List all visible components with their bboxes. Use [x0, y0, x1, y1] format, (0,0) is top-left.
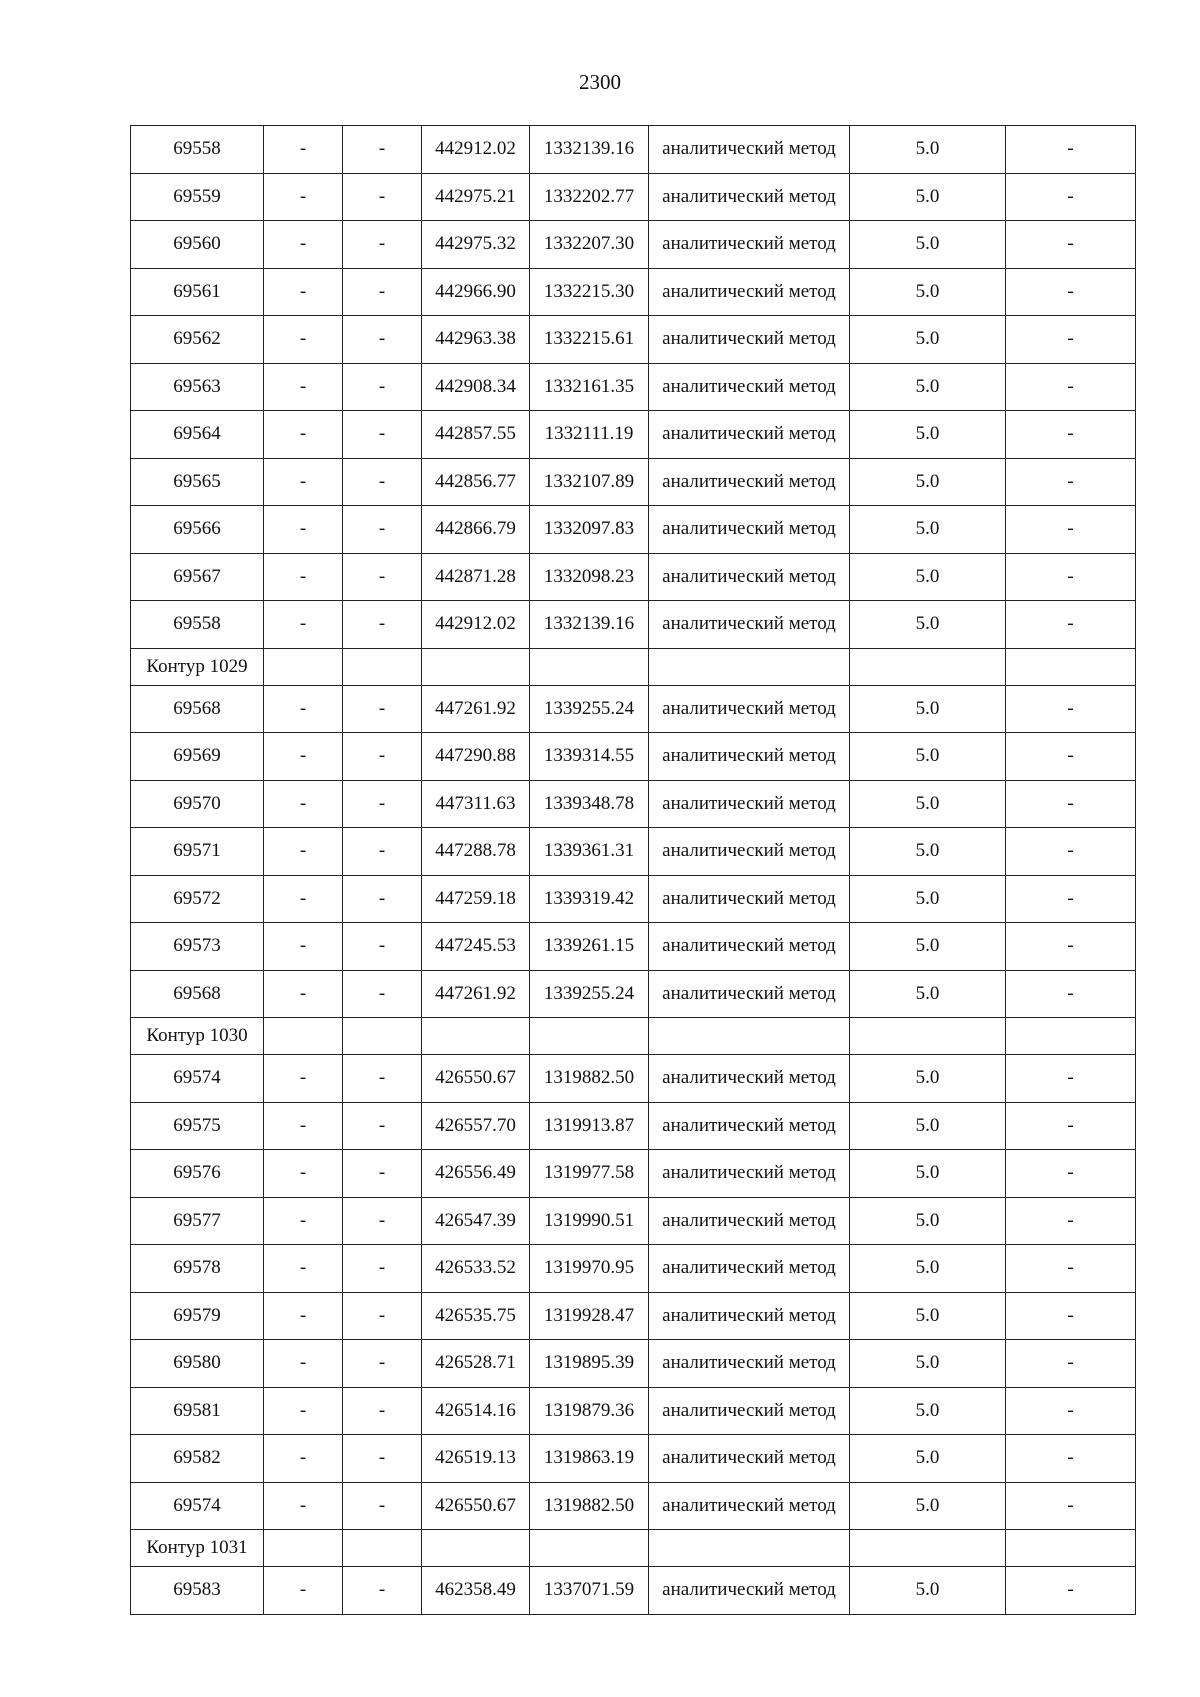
y-coordinate-cell: 1332098.23	[530, 553, 649, 601]
x-coordinate-cell: 447311.63	[422, 780, 530, 828]
empty-cell	[264, 648, 343, 685]
dash-cell: -	[1006, 601, 1136, 649]
dash-cell: -	[343, 1150, 422, 1198]
point-id-cell: 69567	[131, 553, 264, 601]
dash-cell: -	[343, 1340, 422, 1388]
y-coordinate-cell: 1319882.50	[530, 1055, 649, 1103]
accuracy-cell: 5.0	[850, 1340, 1006, 1388]
y-coordinate-cell: 1319990.51	[530, 1197, 649, 1245]
x-coordinate-cell: 447245.53	[422, 923, 530, 971]
dash-cell: -	[264, 875, 343, 923]
accuracy-cell: 5.0	[850, 126, 1006, 174]
method-cell: аналитический метод	[649, 1150, 850, 1198]
dash-cell: -	[1006, 780, 1136, 828]
x-coordinate-cell: 442963.38	[422, 316, 530, 364]
y-coordinate-cell: 1319970.95	[530, 1245, 649, 1293]
x-coordinate-cell: 426533.52	[422, 1245, 530, 1293]
y-coordinate-cell: 1319882.50	[530, 1482, 649, 1530]
dash-cell: -	[264, 221, 343, 269]
dash-cell: -	[343, 685, 422, 733]
dash-cell: -	[343, 970, 422, 1018]
x-coordinate-cell: 442975.32	[422, 221, 530, 269]
dash-cell: -	[343, 1102, 422, 1150]
point-id-cell: 69563	[131, 363, 264, 411]
x-coordinate-cell: 462358.49	[422, 1567, 530, 1615]
method-cell: аналитический метод	[649, 1055, 850, 1103]
dash-cell: -	[264, 1567, 343, 1615]
y-coordinate-cell: 1339348.78	[530, 780, 649, 828]
point-id-cell: 69580	[131, 1340, 264, 1388]
table-row	[131, 411, 1136, 459]
accuracy-cell: 5.0	[850, 1055, 1006, 1103]
method-cell: аналитический метод	[649, 1482, 850, 1530]
x-coordinate-cell: 426528.71	[422, 1340, 530, 1388]
dash-cell: -	[264, 1197, 343, 1245]
dash-cell: -	[1006, 970, 1136, 1018]
method-cell: аналитический метод	[649, 506, 850, 554]
x-coordinate-cell: 442866.79	[422, 506, 530, 554]
dash-cell: -	[264, 458, 343, 506]
table-row	[131, 1292, 1136, 1340]
empty-cell	[649, 1530, 850, 1567]
y-coordinate-cell: 1319977.58	[530, 1150, 649, 1198]
dash-cell: -	[343, 363, 422, 411]
dash-cell: -	[343, 1292, 422, 1340]
empty-cell	[850, 648, 1006, 685]
dash-cell: -	[343, 875, 422, 923]
dash-cell: -	[264, 1435, 343, 1483]
method-cell: аналитический метод	[649, 411, 850, 459]
dash-cell: -	[1006, 553, 1136, 601]
accuracy-cell: 5.0	[850, 1435, 1006, 1483]
contour-label: Контур 1029	[131, 648, 264, 685]
dash-cell: -	[343, 173, 422, 221]
method-cell: аналитический метод	[649, 1340, 850, 1388]
point-id-cell: 69568	[131, 970, 264, 1018]
x-coordinate-cell: 442966.90	[422, 268, 530, 316]
x-coordinate-cell: 426514.16	[422, 1387, 530, 1435]
y-coordinate-cell: 1337071.59	[530, 1567, 649, 1615]
point-id-cell: 69573	[131, 923, 264, 971]
method-cell: аналитический метод	[649, 1197, 850, 1245]
dash-cell: -	[343, 733, 422, 781]
y-coordinate-cell: 1332207.30	[530, 221, 649, 269]
x-coordinate-cell: 442871.28	[422, 553, 530, 601]
method-cell: аналитический метод	[649, 1435, 850, 1483]
accuracy-cell: 5.0	[850, 1567, 1006, 1615]
dash-cell: -	[1006, 733, 1136, 781]
dash-cell: -	[264, 506, 343, 554]
dash-cell: -	[264, 268, 343, 316]
method-cell: аналитический метод	[649, 458, 850, 506]
accuracy-cell: 5.0	[850, 923, 1006, 971]
table-row	[131, 733, 1136, 781]
dash-cell: -	[1006, 1567, 1136, 1615]
table-row	[131, 268, 1136, 316]
y-coordinate-cell: 1332161.35	[530, 363, 649, 411]
y-coordinate-cell: 1332097.83	[530, 506, 649, 554]
y-coordinate-cell: 1319913.87	[530, 1102, 649, 1150]
dash-cell: -	[1006, 1197, 1136, 1245]
point-id-cell: 69578	[131, 1245, 264, 1293]
x-coordinate-cell: 447261.92	[422, 685, 530, 733]
dash-cell: -	[264, 173, 343, 221]
method-cell: аналитический метод	[649, 173, 850, 221]
dash-cell: -	[343, 458, 422, 506]
contour-header-row	[131, 1018, 1136, 1055]
point-id-cell: 69576	[131, 1150, 264, 1198]
dash-cell: -	[1006, 506, 1136, 554]
table-row	[131, 553, 1136, 601]
x-coordinate-cell: 447261.92	[422, 970, 530, 1018]
dash-cell: -	[1006, 923, 1136, 971]
point-id-cell: 69565	[131, 458, 264, 506]
point-id-cell: 69574	[131, 1055, 264, 1103]
x-coordinate-cell: 447259.18	[422, 875, 530, 923]
y-coordinate-cell: 1339361.31	[530, 828, 649, 876]
method-cell: аналитический метод	[649, 1292, 850, 1340]
page-number: 2300	[579, 70, 621, 94]
accuracy-cell: 5.0	[850, 268, 1006, 316]
x-coordinate-cell: 426556.49	[422, 1150, 530, 1198]
y-coordinate-cell: 1332107.89	[530, 458, 649, 506]
accuracy-cell: 5.0	[850, 875, 1006, 923]
dash-cell: -	[1006, 1150, 1136, 1198]
point-id-cell: 69561	[131, 268, 264, 316]
table-row	[131, 685, 1136, 733]
dash-cell: -	[264, 411, 343, 459]
point-id-cell: 69575	[131, 1102, 264, 1150]
dash-cell: -	[1006, 458, 1136, 506]
dash-cell: -	[264, 828, 343, 876]
dash-cell: -	[343, 780, 422, 828]
accuracy-cell: 5.0	[850, 601, 1006, 649]
y-coordinate-cell: 1332139.16	[530, 126, 649, 174]
point-id-cell: 69558	[131, 601, 264, 649]
point-id-cell: 69562	[131, 316, 264, 364]
point-id-cell: 69568	[131, 685, 264, 733]
table-row	[131, 923, 1136, 971]
empty-cell	[530, 648, 649, 685]
table-row	[131, 1482, 1136, 1530]
x-coordinate-cell: 426557.70	[422, 1102, 530, 1150]
accuracy-cell: 5.0	[850, 780, 1006, 828]
point-id-cell: 69579	[131, 1292, 264, 1340]
y-coordinate-cell: 1319895.39	[530, 1340, 649, 1388]
dash-cell: -	[343, 268, 422, 316]
dash-cell: -	[1006, 1482, 1136, 1530]
dash-cell: -	[264, 316, 343, 364]
empty-cell	[264, 1018, 343, 1055]
accuracy-cell: 5.0	[850, 733, 1006, 781]
method-cell: аналитический метод	[649, 1245, 850, 1293]
accuracy-cell: 5.0	[850, 1245, 1006, 1293]
table-row	[131, 970, 1136, 1018]
dash-cell: -	[1006, 221, 1136, 269]
y-coordinate-cell: 1332111.19	[530, 411, 649, 459]
accuracy-cell: 5.0	[850, 173, 1006, 221]
dash-cell: -	[264, 601, 343, 649]
accuracy-cell: 5.0	[850, 685, 1006, 733]
table-row	[131, 1055, 1136, 1103]
dash-cell: -	[343, 1482, 422, 1530]
accuracy-cell: 5.0	[850, 970, 1006, 1018]
dash-cell: -	[1006, 1387, 1136, 1435]
dash-cell: -	[343, 828, 422, 876]
dash-cell: -	[1006, 1292, 1136, 1340]
dash-cell: -	[1006, 1340, 1136, 1388]
point-id-cell: 69570	[131, 780, 264, 828]
table-row	[131, 1340, 1136, 1388]
dash-cell: -	[264, 126, 343, 174]
contour-header-row	[131, 648, 1136, 685]
contour-label: Контур 1031	[131, 1530, 264, 1567]
method-cell: аналитический метод	[649, 1567, 850, 1615]
table-row	[131, 173, 1136, 221]
dash-cell: -	[264, 733, 343, 781]
table-row	[131, 601, 1136, 649]
empty-cell	[422, 1530, 530, 1567]
x-coordinate-cell: 442856.77	[422, 458, 530, 506]
empty-cell	[1006, 648, 1136, 685]
dash-cell: -	[264, 553, 343, 601]
dash-cell: -	[1006, 1245, 1136, 1293]
accuracy-cell: 5.0	[850, 828, 1006, 876]
dash-cell: -	[264, 685, 343, 733]
point-id-cell: 69574	[131, 1482, 264, 1530]
x-coordinate-cell: 426550.67	[422, 1055, 530, 1103]
table-row	[131, 780, 1136, 828]
x-coordinate-cell: 426535.75	[422, 1292, 530, 1340]
table-body	[131, 126, 1136, 1615]
dash-cell: -	[264, 1482, 343, 1530]
dash-cell: -	[1006, 1435, 1136, 1483]
method-cell: аналитический метод	[649, 221, 850, 269]
method-cell: аналитический метод	[649, 1102, 850, 1150]
table-row	[131, 1387, 1136, 1435]
dash-cell: -	[343, 316, 422, 364]
empty-cell	[1006, 1530, 1136, 1567]
empty-cell	[850, 1530, 1006, 1567]
method-cell: аналитический метод	[649, 685, 850, 733]
accuracy-cell: 5.0	[850, 1102, 1006, 1150]
dash-cell: -	[343, 411, 422, 459]
point-id-cell: 69582	[131, 1435, 264, 1483]
dash-cell: -	[264, 923, 343, 971]
x-coordinate-cell: 447288.78	[422, 828, 530, 876]
y-coordinate-cell: 1339255.24	[530, 970, 649, 1018]
accuracy-cell: 5.0	[850, 1387, 1006, 1435]
y-coordinate-cell: 1339261.15	[530, 923, 649, 971]
y-coordinate-cell: 1332139.16	[530, 601, 649, 649]
point-id-cell: 69566	[131, 506, 264, 554]
method-cell: аналитический метод	[649, 970, 850, 1018]
accuracy-cell: 5.0	[850, 506, 1006, 554]
empty-cell	[530, 1018, 649, 1055]
dash-cell: -	[343, 1055, 422, 1103]
point-id-cell: 69577	[131, 1197, 264, 1245]
method-cell: аналитический метод	[649, 601, 850, 649]
dash-cell: -	[1006, 685, 1136, 733]
x-coordinate-cell: 426519.13	[422, 1435, 530, 1483]
dash-cell: -	[343, 1197, 422, 1245]
table-row	[131, 828, 1136, 876]
x-coordinate-cell: 442912.02	[422, 126, 530, 174]
table-row	[131, 221, 1136, 269]
empty-cell	[850, 1018, 1006, 1055]
empty-cell	[530, 1530, 649, 1567]
contour-label: Контур 1030	[131, 1018, 264, 1055]
method-cell: аналитический метод	[649, 268, 850, 316]
point-id-cell: 69558	[131, 126, 264, 174]
dash-cell: -	[1006, 875, 1136, 923]
dash-cell: -	[343, 221, 422, 269]
dash-cell: -	[264, 1102, 343, 1150]
y-coordinate-cell: 1319928.47	[530, 1292, 649, 1340]
table-row	[131, 1435, 1136, 1483]
method-cell: аналитический метод	[649, 126, 850, 174]
y-coordinate-cell: 1339314.55	[530, 733, 649, 781]
dash-cell: -	[264, 1150, 343, 1198]
empty-cell	[649, 648, 850, 685]
y-coordinate-cell: 1332215.61	[530, 316, 649, 364]
point-id-cell: 69572	[131, 875, 264, 923]
y-coordinate-cell: 1332202.77	[530, 173, 649, 221]
method-cell: аналитический метод	[649, 875, 850, 923]
method-cell: аналитический метод	[649, 1387, 850, 1435]
dash-cell: -	[343, 1387, 422, 1435]
method-cell: аналитический метод	[649, 363, 850, 411]
point-id-cell: 69571	[131, 828, 264, 876]
point-id-cell: 69560	[131, 221, 264, 269]
table-row	[131, 316, 1136, 364]
dash-cell: -	[343, 1245, 422, 1293]
empty-cell	[1006, 1018, 1136, 1055]
dash-cell: -	[343, 553, 422, 601]
accuracy-cell: 5.0	[850, 221, 1006, 269]
dash-cell: -	[1006, 1102, 1136, 1150]
method-cell: аналитический метод	[649, 923, 850, 971]
y-coordinate-cell: 1339319.42	[530, 875, 649, 923]
method-cell: аналитический метод	[649, 828, 850, 876]
x-coordinate-cell: 442975.21	[422, 173, 530, 221]
dash-cell: -	[264, 1055, 343, 1103]
y-coordinate-cell: 1332215.30	[530, 268, 649, 316]
method-cell: аналитический метод	[649, 553, 850, 601]
y-coordinate-cell: 1339255.24	[530, 685, 649, 733]
x-coordinate-cell: 426550.67	[422, 1482, 530, 1530]
y-coordinate-cell: 1319879.36	[530, 1387, 649, 1435]
empty-cell	[422, 648, 530, 685]
coordinates-table	[130, 125, 1136, 1615]
empty-cell	[649, 1018, 850, 1055]
point-id-cell: 69583	[131, 1567, 264, 1615]
accuracy-cell: 5.0	[850, 1197, 1006, 1245]
accuracy-cell: 5.0	[850, 458, 1006, 506]
accuracy-cell: 5.0	[850, 1292, 1006, 1340]
empty-cell	[264, 1530, 343, 1567]
table-row	[131, 1567, 1136, 1615]
x-coordinate-cell: 442912.02	[422, 601, 530, 649]
accuracy-cell: 5.0	[850, 363, 1006, 411]
table-row	[131, 363, 1136, 411]
dash-cell: -	[343, 1567, 422, 1615]
dash-cell: -	[1006, 173, 1136, 221]
dash-cell: -	[264, 1245, 343, 1293]
accuracy-cell: 5.0	[850, 553, 1006, 601]
y-coordinate-cell: 1319863.19	[530, 1435, 649, 1483]
dash-cell: -	[343, 923, 422, 971]
method-cell: аналитический метод	[649, 733, 850, 781]
point-id-cell: 69559	[131, 173, 264, 221]
method-cell: аналитический метод	[649, 780, 850, 828]
dash-cell: -	[343, 1435, 422, 1483]
dash-cell: -	[343, 126, 422, 174]
dash-cell: -	[264, 363, 343, 411]
x-coordinate-cell: 442857.55	[422, 411, 530, 459]
accuracy-cell: 5.0	[850, 1482, 1006, 1530]
accuracy-cell: 5.0	[850, 316, 1006, 364]
empty-cell	[343, 1530, 422, 1567]
table-row	[131, 506, 1136, 554]
contour-header-row	[131, 1530, 1136, 1567]
dash-cell: -	[1006, 363, 1136, 411]
dash-cell: -	[264, 970, 343, 1018]
point-id-cell: 69581	[131, 1387, 264, 1435]
dash-cell: -	[1006, 411, 1136, 459]
dash-cell: -	[264, 1292, 343, 1340]
dash-cell: -	[1006, 828, 1136, 876]
dash-cell: -	[264, 1340, 343, 1388]
x-coordinate-cell: 447290.88	[422, 733, 530, 781]
empty-cell	[422, 1018, 530, 1055]
x-coordinate-cell: 442908.34	[422, 363, 530, 411]
x-coordinate-cell: 426547.39	[422, 1197, 530, 1245]
table-row	[131, 1245, 1136, 1293]
dash-cell: -	[1006, 1055, 1136, 1103]
dash-cell: -	[1006, 126, 1136, 174]
empty-cell	[343, 648, 422, 685]
point-id-cell: 69564	[131, 411, 264, 459]
accuracy-cell: 5.0	[850, 411, 1006, 459]
table-row	[131, 126, 1136, 174]
table-row	[131, 1102, 1136, 1150]
table-row	[131, 458, 1136, 506]
empty-cell	[343, 1018, 422, 1055]
table-row	[131, 1197, 1136, 1245]
point-id-cell: 69569	[131, 733, 264, 781]
dash-cell: -	[264, 780, 343, 828]
table-row	[131, 875, 1136, 923]
dash-cell: -	[1006, 268, 1136, 316]
table-row	[131, 1150, 1136, 1198]
accuracy-cell: 5.0	[850, 1150, 1006, 1198]
dash-cell: -	[343, 601, 422, 649]
dash-cell: -	[1006, 316, 1136, 364]
dash-cell: -	[264, 1387, 343, 1435]
dash-cell: -	[343, 506, 422, 554]
method-cell: аналитический метод	[649, 316, 850, 364]
